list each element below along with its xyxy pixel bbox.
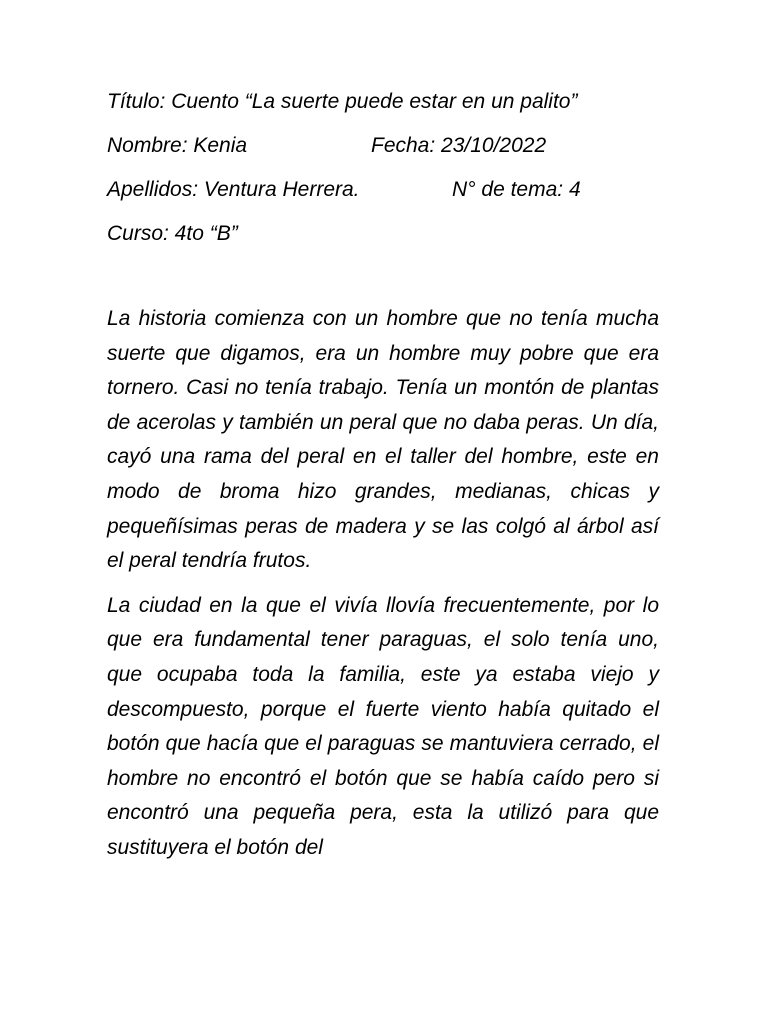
name-date-line: [107, 132, 659, 176]
topic-number: N° de tema: 4: [452, 178, 581, 201]
document-date: Fecha: 23/10/2022: [371, 134, 547, 157]
paragraph-1: La historia comienza con un hombre que no tenía mucha suerte que digamos, era un hombre muy pobre que era tornero. Casi no tenía trabajo. Tenía un montón de plantas de acerolas y también un peral que no daba peras. Un día, cayó una rama del peral en el taller del hombre, este en modo de broma hizo grandes, medianas, chicas y pequeñísimas peras de madera y se las colgó al árbol así el peral tendría frutos.: [107, 307, 659, 573]
spacer: [107, 264, 659, 302]
document-title: Título: Cuento “La suerte puede estar en un palito”: [107, 90, 578, 113]
paragraph-2: La ciudad en la que el vivía llovía frecuentemente, por lo que era fundamental tener paraguas, el solo tenía uno, que ocupaba toda la familia, este ya estaba viejo y descompuesto, porque el fuerte viento había quitado el botón que hacía que el paraguas se mantuviera cerrado, el hombre no encontró el botón que se había caído pero si encontró una pequeña pera, esta la utilizó para que sustituyera el botón del: [107, 593, 659, 859]
course-line: [107, 220, 659, 264]
surname-topic-line: [107, 176, 659, 220]
student-name: Nombre: Kenia: [107, 134, 248, 157]
course: Curso: 4to “B”: [107, 222, 238, 245]
document-page: [107, 88, 659, 876]
student-surnames: Apellidos: Ventura Herrera.: [107, 178, 360, 201]
title-line: [107, 88, 659, 132]
